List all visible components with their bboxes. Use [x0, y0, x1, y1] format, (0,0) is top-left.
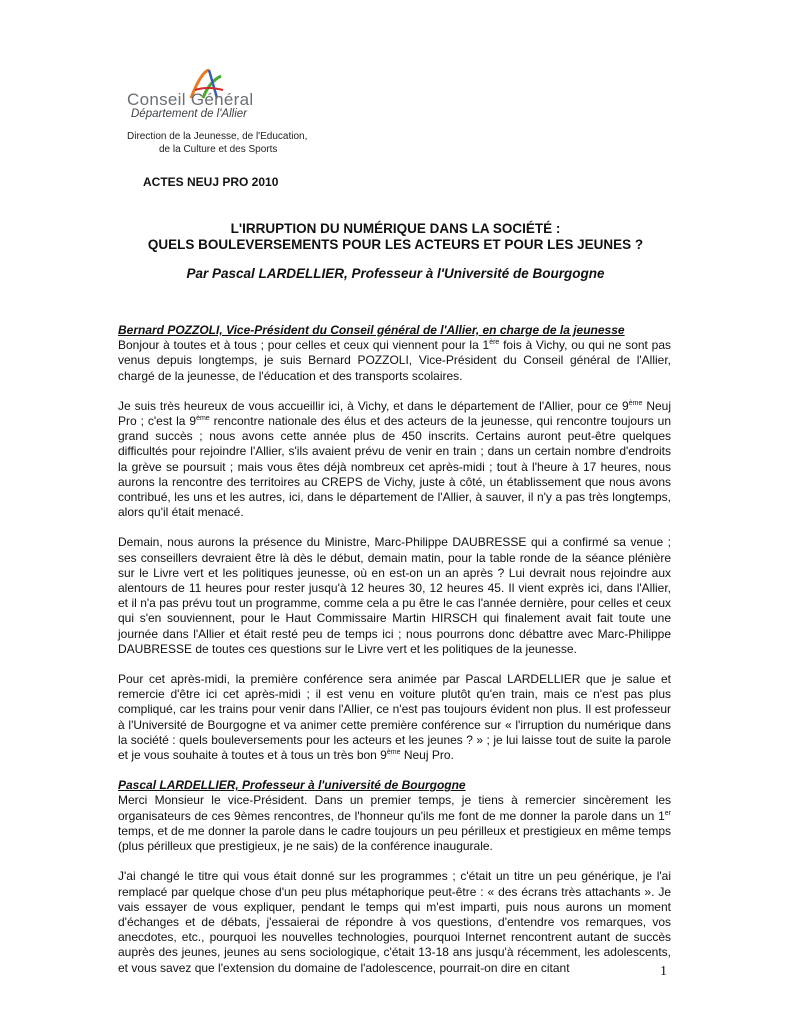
conseil-general-logo	[127, 68, 302, 120]
superscript: er	[664, 809, 671, 817]
text-run: Pour cet après-midi, la première conférence sera animée par Pascal LARDELLIER que je salue et remercie d'être ici cet après-midi ; il est venu en voiture plutôt qu'en train, mais ce n'est pas plus compliqué, car les trains pour venir dans l'Allier, ce n'est pas toujours évident non plus. Il est professeur à l'Université de Bourgogne et va animer cette première conférence sur « l'irruption du numérique dans la société : quels bouleversements pour les acteurs et les jeunes ? » ; je lui laisse tout de suite la parole et je vous souhaite à toutes et à tous un très bon 9	[118, 672, 671, 763]
paragraph-1	[118, 323, 671, 384]
text-run: temps, et de me donner la parole dans le cadre toujours un peu périlleux et prestigieux en même temps (plus périlleux que prestigieux, je ne sais) de la conférence inaugurale.	[118, 823, 671, 854]
logo-title: Conseil Général	[127, 90, 254, 109]
text-run: Neuj Pro.	[400, 748, 454, 763]
text-run: Je suis très heureux de vous accueillir ici, à Vichy, et dans le département de l'Allier, pour ce 9	[118, 398, 629, 413]
direction-label	[127, 130, 307, 156]
text-run: Bonjour à toutes et à tous ; pour celles et ceux qui viennent pour la 1	[118, 338, 490, 353]
superscript: ème	[628, 399, 643, 407]
paragraph-2	[118, 399, 671, 521]
superscript: ème	[386, 749, 401, 757]
superscript: ère	[489, 339, 500, 347]
text-run: fois à Vichy, ou qui ne sont pas venus depuis longtemps, je suis Bernard POZZOLI, Vice-Président du Conseil général de l'Allier, chargé de la jeunesse, de l'éducation et des transports scolaires.	[118, 338, 671, 383]
title-line-1: L'IRRUPTION DU NUMÉRIQUE DANS LA SOCIÉTÉ :	[230, 221, 561, 236]
paragraph-6: J'ai changé le titre qui vous était donné sur les programmes ; c'était un titre un peu générique, je l'ai remplacé par quelque chose d'un peu plus métaphorique peut-être : « des écrans très attachants ». Je vais essayer de vous expliquer, pendant le temps qui m'est imparti, puis nous aurons un moment d'échanges et de débats, j'essaierai de répondre à vos questions, d'entendre vos remarques, vos anecdotes, etc., pourquoi les nouvelles technologies, pourquoi Internet rencontrent autant de succès auprès des jeunes, jeunes au sens sociologique, c'était 13-18 ans jusqu'à récemment, les adolescents, et vous savez que l'extension du domaine de l'adolescence, pourrait-on dire en citant	[118, 869, 671, 975]
direction-line-2: de la Culture et des Sports	[159, 144, 278, 155]
author-line: Par Pascal LARDELLIER, Professeur à l'Université de Bourgogne	[186, 266, 605, 281]
document-body	[118, 323, 671, 991]
speaker-name: Pascal LARDELLIER, Professeur à l'université de Bourgogne	[118, 778, 466, 793]
logo-subtitle: Département de l'Allier	[131, 108, 247, 120]
title-line-2: QUELS BOULEVERSEMENTS POUR LES ACTEURS ET POUR LES JEUNES ?	[147, 237, 644, 252]
text-run: Neuj Pro ; c'est la 9	[118, 398, 671, 429]
page-number: 1	[660, 964, 667, 979]
direction-line-1: Direction de la Jeunesse, de l'Education,	[127, 131, 308, 142]
actes-label: ACTES NEUJ PRO 2010	[143, 175, 279, 189]
speaker-name: Bernard POZZOLI, Vice-Président du Conseil général de l'Allier, en charge de la jeunesse	[118, 323, 625, 337]
document-title	[118, 221, 673, 253]
superscript: ème	[196, 415, 210, 423]
text-run: Merci Monsieur le vice-Président. Dans un premier temps, je tiens à remercier sincèrement les organisateurs de ces 9èmes rencontres, de l'honneur qu'ils me font de me donner la parole dans un 1	[118, 793, 671, 823]
paragraph-4	[118, 672, 671, 763]
paragraph-5	[118, 778, 671, 854]
paragraph-3: Demain, nous aurons la présence du Ministre, Marc-Philippe DAUBRESSE qui a confirmé sa venue ; ses conseillers devraient être là dès le début, demain matin, pour la table ronde de la séance plénière sur le Livre vert et les politiques jeunesse, où en est-on un an après ? Lui devrait nous rejoindre aux alentours de 11 heures pour rester jusqu'à 12 heures 30, 12 heures 45. Il vient exprès ici, dans l'Allier, et il n'a pas prévu tout un programme, comme cela a pu être le cas l'année dernière, pour celles et ceux qui s'en souviennent, pour le Haut Commissaire Martin HIRSCH qui finalement avait fait toute une journée dans l'Allier et était resté peu de temps ici ; nous pourrons donc débattre avec Marc-Philippe DAUBRESSE de toutes ces questions sur le Livre vert et les politiques de la jeunesse.	[118, 535, 671, 656]
text-run: rencontre nationale des élus et des acteurs de la jeunesse, qui rencontre toujours un grand succès ; nous avons cette année plus de 450 inscrits. Certains auront peut-être quelques difficultés pour rejoindre l'Allier, s'ils avaient prévu de venir en train ; dans un certain nombre d'endroits la grève se poursuit ; mais vous êtes déjà nombreux cet après-midi ; tout à l'heure à 17 heures, nous aurons la rencontre des territoires au CREPS de Vichy, juste à côté, un établissement que nous avons contribué, les uns et les autres, ici, dans le département de l'Allier, à sauver, il n'y a pas très longtemps, alors qu'il était menacé.	[118, 414, 672, 520]
